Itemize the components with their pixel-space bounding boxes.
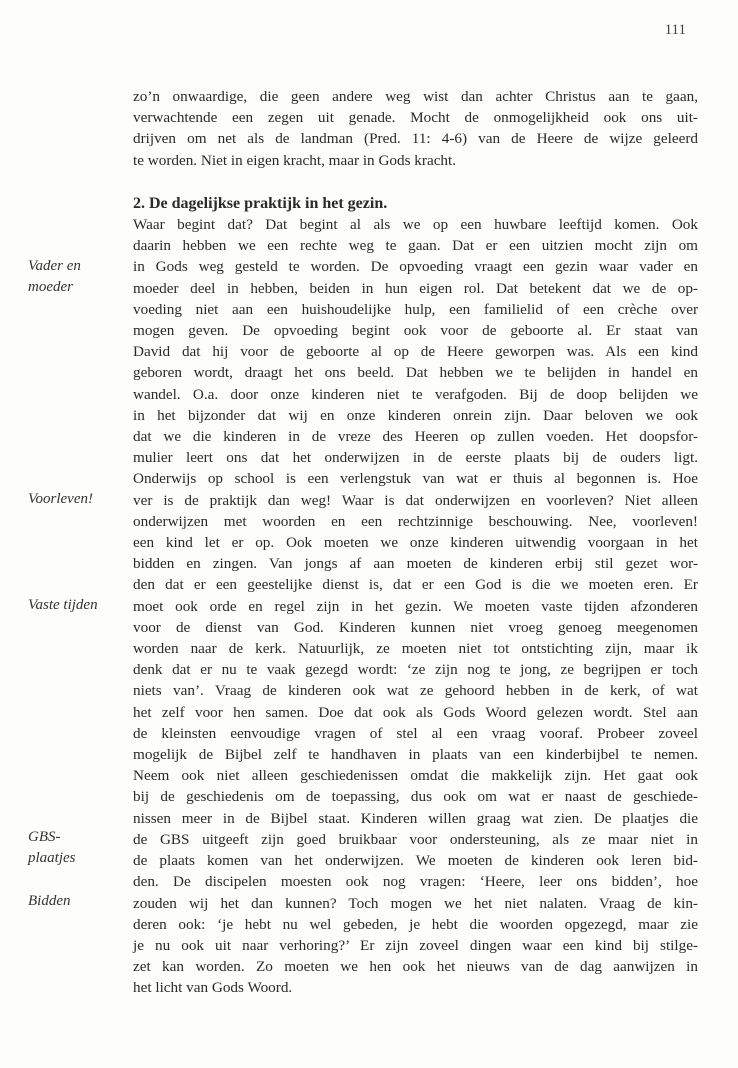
text-line: te worden. Niet in eigen kracht, maar in Gods kracht. [133,151,457,169]
text-line: zouden wij het dan kunnen? Toch mogen we het niet nalaten. Vraag de kin- [133,894,698,912]
text-line: Neem ook niet alleen geschiedenissen omdat die makkelijk zijn. Het gaat ook [133,767,698,785]
text-line: dat we die kinderen in de vreze des Heeren op zullen voeden. Het doopsfor- [133,428,698,446]
margin-note-line: plaatjes [28,850,76,867]
text-line: de GBS uitgeeft zijn goed bruikbaar voor ondersteuning, als ze maar niet in [133,830,698,848]
text-line: een kind let er op. Ook moeten we onze kinderen uitwendig voorgaan in het [133,534,698,552]
section-title: 2. De dagelijkse praktijk in het gezin. [133,195,388,212]
text-line: zo’n onwaardige, die geen andere weg wist dan achter Christus aan te gaan, [133,88,698,105]
text-line: deren ook: ‘je hebt nu wel gebeden, je hebt die woorden opgezegd, maar zie [133,915,698,933]
text-line: de kleinsten eenvoudige vragen of stel al een vraag vooraf. Probeer zoveel [133,724,698,742]
text-line: voeding niet aan een huishoudelijke hulp, een familielid of een crèche over [133,300,698,318]
text-line: drijven om net als de landman (Pred. 11: 4-6) van de Heere de wijze geleerd [133,130,698,148]
text-line: den. De discipelen moesten ook nog vragen: ‘Heere, leer ons bidden’, hoe [133,873,698,891]
text-line: de plaats komen van het onderwijzen. We moeten de kinderen ook leren bid- [133,852,698,870]
margin-note-voorleven: Voorleven! [28,491,93,507]
margin-note-vader-en-moeder [28,256,123,298]
text-line: nissen meer in de Bijbel staat. Kinderen willen graag wat zien. De plaatjes die [133,809,698,827]
text-line: het zelf voor hen samen. Doe dat ook als Gods Woord gelezen wordt. Stel aan [133,703,698,721]
text-line: denk dat er nu te vaak gezegd wordt: ‘ze zijn nog te jong, ze begrijpen er toch [133,661,698,679]
text-line: worden naar de kerk. Natuurlijk, ze moeten niet tot ontstichting zijn, maar ik [133,640,698,658]
text-line: in Gods weg gesteld te worden. De opvoeding vraagt een gezin waar vader en [133,258,698,276]
text-line: den dat er een geestelijke dienst is, dat er een God is die we moeten eren. Er [133,576,698,594]
text-line: voor de dienst van God. Kinderen kunnen niet vroeg genoeg meegenomen [133,618,698,636]
text-line: geboren wordt, draagt het ons beeld. Dat hebben we te belijden in handel en [133,364,698,382]
text-line: bidden en zingen. Van jongs af aan moeten de kinderen erbij stil gezet wor- [133,555,698,573]
text-line: Onderwijs op school is een verlengstuk van wat er thuis al begonnen is. Hoe [133,470,698,488]
intro-paragraph [133,86,698,171]
page-number: 111 [664,22,686,38]
text-line: mulier leert ons dat het onderwijzen in de eerste plaats bij de ouders ligt. [133,449,698,467]
text-line: het licht van Gods Woord. [133,979,293,997]
text-line: moet ook orde en regel zijn in het gezin. We moeten vaste tijden afzonderen [133,597,698,615]
text-line: mogelijk de Bijbel zelf te handhaven in plaats van een kinderbijbel te nemen. [133,746,698,764]
section-daily-practice [133,193,698,999]
text-line: verwachtende een zegen uit genade. Mocht de onmogelijkheid ook ons uit- [133,109,698,127]
text-line: bij de geschiedenis om de toepassing, dus ook om wat er naast de geschiede- [133,788,698,806]
margin-note-line: GBS- [28,829,61,845]
text-line: wandel. O.a. door onze kinderen niet te verafgoden. Bij de doop belijden we [133,385,698,403]
margin-note-line: Vader en [28,258,81,274]
text-line: David dat hij voor de geboorte al op de Heere geworpen was. Als een kind [133,343,698,361]
margin-note-bidden: Bidden [28,893,71,909]
margin-note-gbs-plaatjes [28,827,123,869]
text-line: niets van’. Vraag de kinderen ook wat ze gehoord hebben in de kerk, of wat [133,682,698,700]
text-line: je nu ook uit naar verhoring?’ Er zijn zoveel dingen waar een kind bij stilge- [133,936,698,954]
section-body [133,214,698,999]
text-line: daarin hebben we een rechte weg te gaan. Dat er een uitzien mocht zijn om [133,237,698,255]
text-line: zet kan worden. Zo moeten we hen ook het nieuws van de dag aanwijzen in [133,958,698,976]
text-line: in het bijzonder dat wij en onze kinderen onrein zijn. Daar beloven we ook [133,406,698,424]
margin-note-vaste-tijden: Vaste tijden [28,597,98,613]
text-line: onderwijzen met woorden en een rechtzinnige beschouwing. Nee, voorleven! [133,512,698,530]
text-line: ver is de praktijk dan weg! Waar is dat onderwijzen en voorleven? Niet alleen [133,491,698,509]
margin-note-line: moeder [28,279,73,296]
text-line: Waar begint dat? Dat begint al als we op een huwbare leeftijd komen. Ook [133,216,698,233]
text-line: moeder deel in hebben, beiden in hun eigen rol. Dat betekent dat we de op- [133,279,698,297]
text-line: mogen geven. De opvoeding begint ook voor de geboorte al. Er staat van [133,322,698,340]
